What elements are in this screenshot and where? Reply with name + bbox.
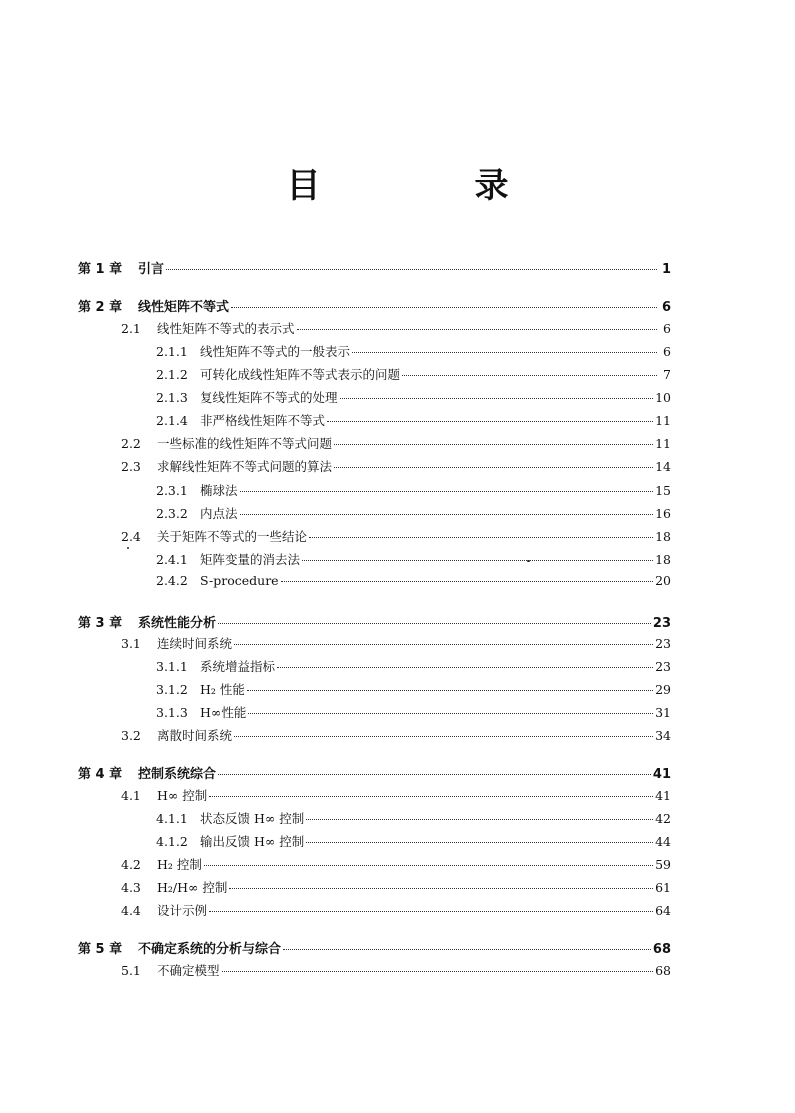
toc-entry-title: 线性矩阵不等式的一般表示 — [200, 344, 351, 359]
toc-entry-number: 2.1.2 — [156, 367, 188, 382]
toc-entry-title: 复线性矩阵不等式的处理 — [200, 390, 338, 405]
toc-entry-number: 4.4 — [121, 903, 141, 918]
toc-entry-chapter — [78, 296, 671, 316]
dot-leader — [218, 623, 651, 624]
toc-entry-page: 18 — [655, 552, 671, 567]
toc-entry-subsection — [156, 657, 671, 677]
toc-entry-subsection — [156, 573, 671, 593]
toc-entry-page: 42 — [655, 811, 671, 826]
toc-entry-number: 4.1.1 — [156, 811, 188, 826]
toc-entry-page: 20 — [655, 573, 671, 588]
toc-entry-chapter — [78, 763, 671, 783]
toc-entry-number: 2.3 — [121, 459, 141, 474]
dot-leader — [402, 375, 657, 376]
scan-speck — [527, 560, 530, 562]
toc-entry-page: 59 — [655, 857, 671, 872]
toc-entry-page: 11 — [655, 413, 671, 428]
dot-leader — [327, 421, 653, 422]
toc-entry-title: 矩阵变量的消去法 — [200, 552, 301, 567]
dot-leader — [334, 444, 653, 445]
toc-entry-title: H∞性能 — [200, 705, 247, 720]
toc-entry-page: 68 — [655, 963, 671, 978]
dot-leader — [209, 911, 653, 912]
toc-entry-section — [121, 457, 671, 477]
dot-leader — [234, 644, 653, 645]
dot-leader — [248, 713, 653, 714]
toc-entry-page: 23 — [652, 616, 671, 631]
toc-entry-page: 31 — [655, 705, 671, 720]
dot-leader — [218, 774, 651, 775]
dot-leader — [166, 269, 657, 270]
toc-entry-number: 3.1.2 — [156, 682, 188, 697]
toc-entry-section — [121, 786, 671, 806]
toc-entry-title: H₂ 控制 — [157, 857, 202, 872]
toc-entry-subsection — [156, 703, 671, 723]
toc-entry-number: 3.2 — [121, 728, 141, 743]
dot-leader — [209, 796, 653, 797]
toc-entry-page: 11 — [655, 436, 671, 451]
dot-leader — [283, 949, 651, 950]
toc-entry-subsection — [156, 365, 671, 385]
dot-leader — [352, 352, 657, 353]
toc-entry-page: 29 — [655, 682, 671, 697]
toc-entry-title: S-procedure — [200, 573, 279, 588]
toc-entry-title: H₂ 性能 — [200, 682, 245, 697]
toc-entry-page: 44 — [655, 834, 671, 849]
dot-leader — [306, 819, 653, 820]
toc-entry-number: 2.1 — [121, 321, 141, 336]
toc-entry-page: 23 — [655, 659, 671, 674]
toc-entry-number: 4.1.2 — [156, 834, 188, 849]
page-title: 目 录 — [286, 166, 569, 206]
toc-entry-title: 设计示例 — [157, 903, 208, 918]
toc-entry-section — [121, 901, 671, 921]
toc-entry-subsection — [156, 809, 671, 829]
dot-leader — [240, 491, 654, 492]
toc-entry-subsection — [156, 832, 671, 852]
dot-leader — [240, 514, 654, 515]
toc-entry-title: 椭球法 — [200, 483, 238, 498]
toc-entry-page: 61 — [655, 880, 671, 895]
toc-entry-section — [121, 434, 671, 454]
toc-entry-title: H₂/H∞ 控制 — [157, 880, 228, 895]
dot-leader — [297, 329, 657, 330]
toc-entry-chapter — [78, 612, 671, 632]
toc-entry-title: 输出反馈 H∞ 控制 — [200, 834, 305, 849]
toc-entry-title: 求解线性矩阵不等式问题的算法 — [157, 459, 333, 474]
toc-entry-number: 2.4 — [121, 529, 141, 544]
toc-entry-page: 6 — [663, 344, 671, 359]
toc-entry-number: 4.2 — [121, 857, 141, 872]
toc-entry-chapter — [78, 938, 671, 958]
toc-entry-subsection — [156, 680, 671, 700]
dot-leader — [309, 537, 653, 538]
toc-entry-subsection — [156, 388, 671, 408]
toc-entry-title: 系统性能分析 — [138, 616, 217, 631]
toc-entry-title: 系统增益指标 — [200, 659, 276, 674]
toc-entry-number: 2.3.1 — [156, 483, 188, 498]
toc-entry-number: 5.1 — [121, 963, 141, 978]
toc-entry-page: 41 — [652, 767, 671, 782]
toc-entry-page: 34 — [655, 728, 671, 743]
toc-entry-page: 64 — [655, 903, 671, 918]
toc-entry-section — [121, 634, 671, 654]
toc-entry-number: 第 5 章 — [78, 942, 123, 957]
dot-leader — [234, 736, 653, 737]
toc-entry-section — [121, 878, 671, 898]
toc-entry-subsection — [156, 342, 671, 362]
dot-leader — [247, 690, 653, 691]
toc-entry-title: 状态反馈 H∞ 控制 — [200, 811, 305, 826]
scan-speck — [127, 547, 129, 549]
toc-entry-title: 引言 — [138, 262, 165, 277]
toc-entry-title: 连续时间系统 — [157, 636, 233, 651]
toc-entry-title: 控制系统综合 — [138, 767, 217, 782]
toc-entry-title: 线性矩阵不等式的表示式 — [157, 321, 295, 336]
toc-entry-section — [121, 961, 671, 981]
toc-entry-title: 非严格线性矩阵不等式 — [200, 413, 326, 428]
dot-leader — [302, 560, 653, 561]
toc-entry-number: 2.4.2 — [156, 573, 188, 588]
toc-entry-number: 2.1.4 — [156, 413, 188, 428]
toc-entry-subsection — [156, 481, 671, 501]
toc-entry-number: 3.1.3 — [156, 705, 188, 720]
toc-entry-title: 离散时间系统 — [157, 728, 233, 743]
dot-leader — [231, 307, 657, 308]
dot-leader — [334, 467, 653, 468]
toc-entry-page: 10 — [655, 390, 671, 405]
toc-entry-page: 23 — [655, 636, 671, 651]
toc-entry-number: 2.3.2 — [156, 506, 188, 521]
toc-entry-page: 1 — [661, 262, 671, 277]
toc-entry-page: 16 — [655, 506, 671, 521]
toc-entry-page: 68 — [652, 942, 671, 957]
toc-entry-page: 6 — [663, 321, 671, 336]
toc-entry-title: 线性矩阵不等式 — [138, 300, 230, 315]
toc-entry-number: 3.1 — [121, 636, 141, 651]
toc-entry-section — [121, 726, 671, 746]
toc-entry-section — [121, 319, 671, 339]
toc-entry-number: 2.1.1 — [156, 344, 188, 359]
toc-entry-title: 一些标准的线性矩阵不等式问题 — [157, 436, 333, 451]
toc-entry-section — [121, 527, 671, 547]
toc-entry-section — [121, 855, 671, 875]
toc-entry-title: 不确定系统的分析与综合 — [138, 942, 282, 957]
toc-entry-number: 2.1.3 — [156, 390, 188, 405]
dot-leader — [222, 971, 654, 972]
dot-leader — [277, 667, 653, 668]
toc-entry-title: H∞ 控制 — [157, 788, 208, 803]
toc-entry-number: 2.4.1 — [156, 552, 188, 567]
toc-entry-number: 第 2 章 — [78, 300, 123, 315]
toc-entry-number: 3.1.1 — [156, 659, 188, 674]
toc-entry-page: 6 — [661, 300, 671, 315]
toc-entry-number: 第 3 章 — [78, 616, 123, 631]
toc-entry-chapter — [78, 258, 671, 278]
dot-leader — [229, 888, 653, 889]
toc-entry-page: 41 — [655, 788, 671, 803]
toc-entry-number: 4.3 — [121, 880, 141, 895]
toc-entry-number: 第 1 章 — [78, 262, 123, 277]
toc-entry-subsection — [156, 411, 671, 431]
toc-entry-page: 7 — [663, 367, 671, 382]
toc-entry-page: 14 — [655, 459, 671, 474]
dot-leader — [340, 398, 654, 399]
dot-leader — [306, 842, 653, 843]
toc-entry-number: 第 4 章 — [78, 767, 123, 782]
toc-entry-page: 18 — [655, 529, 671, 544]
toc-entry-subsection — [156, 550, 671, 570]
dot-leader — [204, 865, 653, 866]
dot-leader — [281, 581, 654, 582]
toc-entry-title: 可转化成线性矩阵不等式表示的问题 — [200, 367, 401, 382]
toc-entry-subsection — [156, 504, 671, 524]
toc-entry-title: 关于矩阵不等式的一些结论 — [157, 529, 308, 544]
toc-entry-title: 不确定模型 — [157, 963, 220, 978]
toc-entry-number: 4.1 — [121, 788, 141, 803]
toc-entry-page: 15 — [655, 483, 671, 498]
toc-entry-number: 2.2 — [121, 436, 141, 451]
toc-entry-title: 内点法 — [200, 506, 238, 521]
